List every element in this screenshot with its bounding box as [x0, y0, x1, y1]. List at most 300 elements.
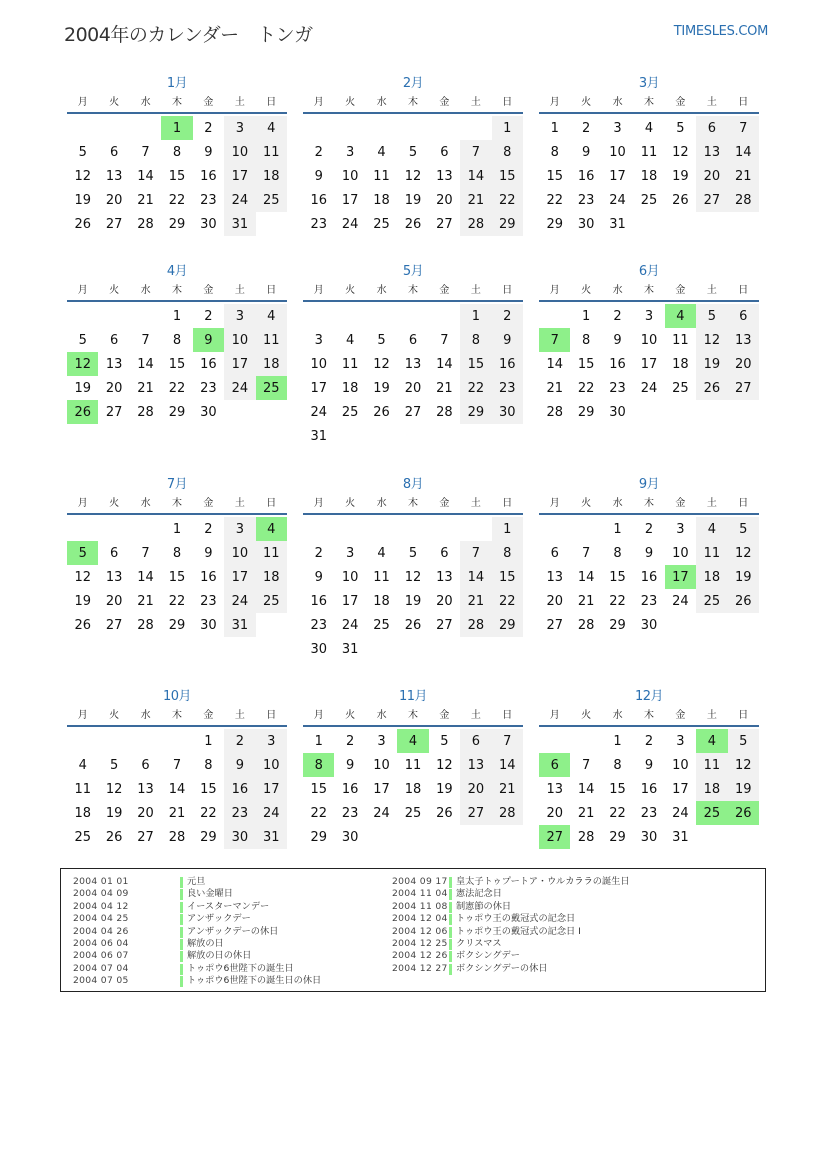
day-cell: 26 — [728, 589, 759, 613]
holiday-row — [73, 950, 321, 962]
day-cell: 8 — [492, 541, 523, 565]
weekday-label: 火 — [345, 97, 356, 108]
day-grid — [303, 729, 523, 849]
day-cell: 19 — [373, 380, 390, 396]
day-cell: 17 — [224, 352, 255, 376]
day-cell: 2 — [204, 521, 213, 537]
month-5 — [303, 262, 523, 448]
holiday-marker — [449, 939, 452, 950]
day-cell: 12 — [728, 541, 759, 565]
day-cell: 10 — [341, 168, 359, 184]
day-cell: 15 — [460, 352, 491, 376]
holiday-date: 2004 04 09 — [73, 888, 129, 900]
day-cell: 11 — [404, 757, 422, 773]
day-cell: 25 — [256, 188, 287, 212]
empty-cell — [67, 517, 98, 541]
day-cell: 5 — [109, 757, 119, 773]
holiday-row — [73, 876, 321, 888]
day-cell: 1 — [172, 521, 182, 537]
day-cell: 29 — [168, 617, 186, 633]
day-cell: 28 — [137, 216, 154, 232]
weekday-label: 月 — [313, 710, 324, 721]
day-cell: 6 — [440, 545, 449, 561]
weekday-label: 水 — [140, 498, 151, 509]
day-cell: 16 — [224, 777, 255, 801]
day-cell: 27 — [105, 617, 123, 633]
holiday-date: 2004 06 07 — [73, 950, 129, 962]
holiday-marker — [180, 927, 183, 938]
empty-cell — [303, 304, 334, 328]
holiday-row — [392, 950, 630, 962]
day-cell: 8 — [460, 328, 491, 352]
weekday-header — [303, 707, 523, 727]
weekday-label: 水 — [376, 97, 387, 108]
month-name: 6月 — [638, 264, 660, 279]
day-cell: 8 — [172, 144, 182, 160]
day-cell: 13 — [404, 356, 422, 372]
day-cell: 21 — [137, 192, 154, 208]
holiday-name: 憲法記念日 — [456, 888, 502, 900]
day-cell: 18 — [256, 565, 287, 589]
day-cell: 23 — [341, 805, 359, 821]
weekday-label: 金 — [203, 285, 214, 296]
holiday-marker — [449, 951, 452, 962]
holiday-date: 2004 12 04 — [392, 913, 448, 925]
day-cell: 22 — [492, 589, 523, 613]
holiday-name: 元旦 — [187, 876, 206, 887]
weekday-label: 月 — [549, 285, 560, 296]
day-cell: 30 — [640, 829, 658, 845]
day-cell: 7 — [581, 757, 591, 773]
day-cell: 19 — [728, 777, 759, 801]
day-cell: 20 — [436, 593, 453, 609]
day-cell: 27 — [436, 617, 453, 633]
day-cell: 9 — [345, 757, 355, 773]
weekday-label: 日 — [738, 97, 749, 108]
holiday-date: 2004 07 05 — [73, 975, 129, 987]
weekday-header — [67, 495, 287, 515]
holiday-date: 2004 06 04 — [73, 937, 129, 949]
day-cell: 12 — [74, 569, 91, 585]
empty-cell — [130, 304, 161, 328]
day-cell: 12 — [404, 168, 422, 184]
day-cell: 18 — [256, 352, 287, 376]
day-grid — [539, 116, 759, 236]
day-cell: 21 — [168, 805, 186, 821]
day-cell: 10 — [672, 757, 689, 773]
day-cell: 5 — [696, 304, 727, 328]
weekday-header — [539, 282, 759, 302]
day-cell: 18 — [640, 168, 658, 184]
day-cell: 11 — [373, 569, 390, 585]
day-cell: 9 — [581, 144, 591, 160]
day-cell: 1 — [204, 733, 213, 749]
weekday-label: 日 — [738, 498, 749, 509]
day-cell: 4 — [345, 332, 355, 348]
empty-cell — [303, 116, 334, 140]
day-cell: 15 — [609, 569, 626, 585]
day-cell: 12 — [672, 144, 689, 160]
day-cell: 21 — [728, 164, 759, 188]
day-cell: 21 — [460, 188, 491, 212]
weekday-header — [303, 282, 523, 302]
weekday-label: 金 — [439, 710, 450, 721]
day-cell: 27 — [436, 216, 453, 232]
holiday-marker — [449, 902, 452, 913]
day-cell: 17 — [640, 356, 658, 372]
day-cell: 14 — [728, 140, 759, 164]
day-cell: 13 — [105, 569, 123, 585]
day-cell: 4 — [78, 757, 87, 773]
day-cell: 12 — [373, 356, 390, 372]
day-cell: 4 — [377, 545, 386, 561]
weekday-label: 月 — [313, 498, 324, 509]
weekday-label: 日 — [266, 97, 277, 108]
weekday-label: 月 — [77, 498, 88, 509]
month-name: 4月 — [166, 264, 188, 279]
weekday-header — [539, 495, 759, 515]
holiday-date: 2004 04 26 — [73, 925, 129, 937]
day-cell: 28 — [460, 613, 491, 637]
day-cell: 25 — [640, 192, 658, 208]
day-cell: 17 — [373, 781, 390, 797]
day-cell: 23 — [492, 376, 523, 400]
day-cell: 22 — [168, 192, 186, 208]
day-cell: 18 — [341, 380, 359, 396]
weekday-label: 水 — [140, 285, 151, 296]
empty-cell — [98, 304, 129, 328]
holiday-day: 6 — [539, 753, 570, 777]
day-cell: 28 — [436, 404, 453, 420]
holiday-date: 2004 07 04 — [73, 962, 129, 974]
day-cell: 28 — [546, 404, 563, 420]
weekday-label: 月 — [313, 97, 324, 108]
weekday-label: 土 — [234, 97, 245, 108]
weekday-label: 土 — [470, 285, 481, 296]
day-cell: 3 — [377, 733, 386, 749]
weekday-header — [303, 94, 523, 114]
empty-cell — [67, 116, 98, 140]
month-8 — [303, 475, 523, 661]
day-cell: 20 — [546, 593, 563, 609]
page-title: 2004年のカレンダー トンガ — [64, 24, 313, 46]
weekday-label: 水 — [612, 285, 623, 296]
holiday-date: 2004 04 25 — [73, 913, 129, 925]
empty-cell — [366, 304, 397, 328]
day-cell: 9 — [314, 569, 323, 585]
day-cell: 2 — [224, 729, 255, 753]
holiday-day: 1 — [161, 116, 192, 140]
day-cell: 24 — [609, 192, 626, 208]
day-cell: 6 — [696, 116, 727, 140]
day-cell: 6 — [408, 332, 418, 348]
empty-cell — [539, 729, 570, 753]
day-cell: 2 — [345, 733, 355, 749]
month-name: 7月 — [166, 477, 188, 492]
holiday-day: 4 — [397, 729, 428, 753]
day-cell: 1 — [172, 308, 182, 324]
day-cell: 11 — [373, 168, 390, 184]
day-cell: 30 — [200, 216, 217, 232]
day-cell: 22 — [168, 593, 186, 609]
day-cell: 2 — [204, 120, 213, 136]
holiday-row — [73, 938, 321, 950]
day-cell: 12 — [404, 569, 422, 585]
day-cell: 26 — [696, 376, 727, 400]
day-cell: 25 — [404, 805, 422, 821]
day-cell: 2 — [644, 733, 654, 749]
day-cell: 20 — [436, 192, 453, 208]
weekday-label: 水 — [376, 498, 387, 509]
month-name: 8月 — [402, 477, 424, 492]
day-cell: 14 — [546, 356, 563, 372]
day-cell: 15 — [168, 356, 186, 372]
weekday-label: 火 — [345, 498, 356, 509]
day-cell: 30 — [224, 825, 255, 849]
holiday-date: 2004 12 26 — [392, 950, 448, 962]
empty-cell — [539, 304, 570, 328]
day-cell: 19 — [74, 380, 91, 396]
day-cell: 24 — [224, 376, 255, 400]
empty-cell — [570, 729, 601, 753]
day-cell: 23 — [640, 805, 658, 821]
day-cell: 18 — [696, 777, 727, 801]
empty-cell — [130, 517, 161, 541]
day-cell: 30 — [200, 404, 217, 420]
holiday-day: 27 — [539, 825, 570, 849]
day-cell: 25 — [256, 589, 287, 613]
day-cell: 16 — [310, 593, 327, 609]
day-cell: 28 — [137, 617, 154, 633]
holiday-row — [392, 901, 630, 913]
day-cell: 15 — [609, 781, 626, 797]
weekday-label: 土 — [470, 97, 481, 108]
month-name: 12月 — [634, 689, 664, 704]
holiday-marker — [180, 964, 183, 975]
empty-cell — [334, 116, 365, 140]
day-cell: 16 — [640, 781, 658, 797]
weekday-label: 月 — [77, 97, 88, 108]
weekday-label: 木 — [643, 285, 654, 296]
holiday-row — [73, 926, 321, 938]
holiday-name: イースターマンデー — [187, 900, 270, 912]
empty-cell — [334, 304, 365, 328]
day-cell: 28 — [577, 617, 595, 633]
day-cell: 28 — [728, 188, 759, 212]
holiday-name: 解放の日の休日 — [187, 950, 252, 962]
day-cell: 20 — [137, 805, 154, 821]
day-cell: 13 — [728, 328, 759, 352]
holiday-day: 12 — [67, 352, 98, 376]
day-cell: 14 — [436, 356, 453, 372]
day-cell: 31 — [224, 613, 255, 637]
weekday-label: 火 — [109, 97, 120, 108]
holiday-marker — [180, 939, 183, 950]
day-cell: 18 — [373, 593, 390, 609]
empty-cell — [130, 729, 161, 753]
day-cell: 24 — [256, 801, 287, 825]
day-cell: 20 — [460, 777, 491, 801]
day-cell: 10 — [373, 757, 390, 773]
holiday-name: トゥポウ6世陛下の誕生日 — [187, 962, 294, 974]
day-cell: 27 — [105, 216, 123, 232]
empty-cell — [303, 517, 334, 541]
day-cell: 7 — [728, 116, 759, 140]
weekday-label: 水 — [376, 710, 387, 721]
weekday-label: 木 — [643, 710, 654, 721]
weekday-label: 火 — [109, 285, 120, 296]
day-cell: 8 — [613, 757, 622, 773]
day-cell: 5 — [408, 545, 418, 561]
holiday-day: 7 — [539, 328, 570, 352]
day-cell: 21 — [546, 380, 563, 396]
day-cell: 18 — [373, 192, 390, 208]
weekday-label: 金 — [203, 710, 214, 721]
holiday-day: 9 — [193, 328, 224, 352]
day-cell: 2 — [613, 308, 622, 324]
holiday-row — [392, 888, 630, 900]
weekday-label: 月 — [77, 285, 88, 296]
day-cell: 17 — [256, 777, 287, 801]
weekday-header — [539, 94, 759, 114]
day-cell: 30 — [310, 641, 327, 657]
weekday-label: 月 — [77, 710, 88, 721]
weekday-label: 金 — [439, 498, 450, 509]
day-cell: 16 — [200, 569, 217, 585]
holiday-date: 2004 01 01 — [73, 876, 129, 887]
day-cell: 16 — [310, 192, 327, 208]
day-cell: 27 — [137, 829, 154, 845]
day-cell: 23 — [577, 192, 595, 208]
holiday-date: 2004 04 12 — [73, 900, 129, 912]
day-cell: 30 — [609, 404, 626, 420]
weekday-label: 火 — [345, 285, 356, 296]
day-cell: 11 — [341, 356, 359, 372]
day-grid — [67, 116, 287, 236]
day-cell: 19 — [105, 805, 123, 821]
weekday-label: 日 — [266, 285, 277, 296]
month-10 — [67, 687, 287, 849]
day-cell: 11 — [256, 541, 287, 565]
day-cell: 18 — [696, 565, 727, 589]
empty-cell — [366, 517, 397, 541]
day-cell: 7 — [460, 140, 491, 164]
day-cell: 12 — [105, 781, 123, 797]
day-cell: 14 — [137, 168, 154, 184]
holiday-date: 2004 12 25 — [392, 937, 448, 949]
brand-link[interactable]: TIMESLES.COM — [673, 24, 768, 39]
day-cell: 5 — [408, 144, 418, 160]
weekday-label: 水 — [376, 285, 387, 296]
empty-cell — [397, 517, 428, 541]
day-cell: 25 — [696, 589, 727, 613]
holiday-row — [73, 963, 321, 975]
weekday-label: 木 — [171, 97, 182, 108]
day-cell: 20 — [105, 380, 123, 396]
day-cell: 22 — [200, 805, 217, 821]
month-12 — [539, 687, 759, 849]
month-11 — [303, 687, 523, 849]
day-cell: 11 — [672, 332, 689, 348]
weekday-label: 土 — [706, 710, 717, 721]
day-cell: 10 — [640, 332, 658, 348]
empty-cell — [397, 116, 428, 140]
day-cell: 27 — [546, 617, 563, 633]
day-cell: 9 — [314, 168, 323, 184]
holiday-name: アンザックデーの休日 — [187, 925, 279, 937]
holiday-date: 2004 12 27 — [392, 962, 448, 974]
day-cell: 31 — [224, 212, 255, 236]
day-cell: 16 — [200, 168, 217, 184]
weekday-label: 日 — [266, 710, 277, 721]
day-cell: 10 — [672, 545, 689, 561]
holiday-name: 皇太子トゥプートア・ウルカララの誕生日 — [456, 876, 630, 887]
weekday-label: 土 — [234, 498, 245, 509]
holiday-name: トゥポウ6世陛下の誕生日の休日 — [187, 975, 322, 987]
day-cell: 11 — [696, 753, 727, 777]
day-cell: 11 — [256, 328, 287, 352]
day-cell: 22 — [609, 593, 626, 609]
empty-cell — [539, 517, 570, 541]
day-cell: 24 — [224, 188, 255, 212]
day-cell: 25 — [341, 404, 359, 420]
empty-cell — [429, 116, 460, 140]
day-grid — [67, 304, 287, 424]
day-cell: 26 — [672, 192, 689, 208]
day-cell: 27 — [105, 404, 123, 420]
holiday-marker — [449, 889, 452, 900]
day-cell: 10 — [341, 569, 359, 585]
day-cell: 3 — [314, 332, 323, 348]
day-cell: 2 — [492, 304, 523, 328]
day-cell: 22 — [168, 380, 186, 396]
empty-cell — [570, 517, 601, 541]
weekday-label: 木 — [407, 498, 418, 509]
day-cell: 13 — [546, 569, 563, 585]
day-cell: 14 — [577, 569, 595, 585]
day-grid — [539, 517, 759, 637]
day-cell: 5 — [440, 733, 449, 749]
empty-cell — [130, 116, 161, 140]
day-cell: 9 — [492, 328, 523, 352]
day-grid — [539, 304, 759, 424]
day-cell: 21 — [137, 593, 154, 609]
day-cell: 16 — [492, 352, 523, 376]
day-cell: 8 — [550, 144, 559, 160]
day-cell: 24 — [341, 216, 359, 232]
day-cell: 4 — [644, 120, 654, 136]
month-name: 9月 — [638, 477, 660, 492]
weekday-label: 金 — [675, 97, 686, 108]
empty-cell — [460, 116, 491, 140]
day-cell: 29 — [168, 404, 186, 420]
day-cell: 14 — [460, 565, 491, 589]
day-cell: 22 — [577, 380, 595, 396]
day-cell: 19 — [404, 192, 422, 208]
day-cell: 8 — [581, 332, 591, 348]
day-cell: 15 — [168, 168, 186, 184]
day-cell: 6 — [460, 729, 491, 753]
day-cell: 17 — [310, 380, 327, 396]
day-cell: 30 — [492, 400, 523, 424]
day-cell: 10 — [310, 356, 327, 372]
day-cell: 24 — [373, 805, 390, 821]
empty-cell — [397, 304, 428, 328]
day-cell: 21 — [460, 589, 491, 613]
day-cell: 10 — [224, 328, 255, 352]
day-cell: 4 — [256, 116, 287, 140]
day-cell: 31 — [310, 428, 327, 444]
